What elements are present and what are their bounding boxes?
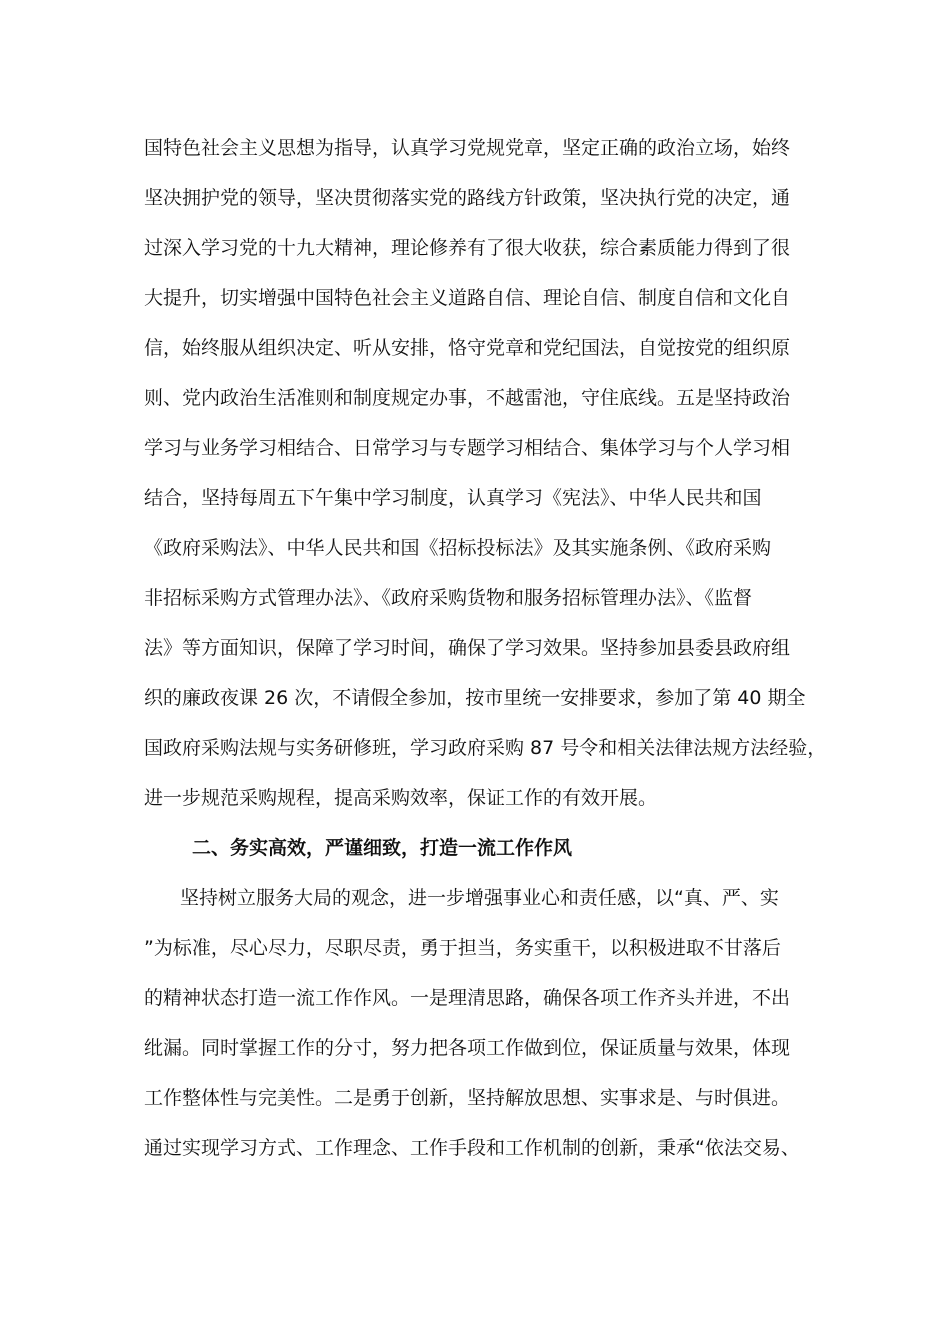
text-line: 国政府采购法规与实务研修班，学习政府采购 87 号令和相关法律法规方法经验， <box>144 737 827 759</box>
text-line: 工作整体性与完美性。二是勇于创新，坚持解放思想、实事求是、与时俱进。 <box>144 1087 791 1109</box>
text-line: 坚决拥护党的领导，坚决贯彻落实党的路线方针政策，坚决执行党的决定，通 <box>144 187 791 209</box>
text-line: 《政府采购法》、中华人民共和国《招标投标法》及其实施条例、《政府采购 <box>144 537 772 559</box>
document-body <box>144 128 827 1178</box>
section-heading: 二、务实高效，严谨细致，打造一流工作作风 <box>192 837 573 859</box>
text-line: ”为标准，尽心尽力，尽职尽责，勇于担当，务实重干，以积极进取不甘落后 <box>144 937 781 959</box>
text-line: 非招标采购方式管理办法》、《政府采购货物和服务招标管理办法》、《监督 <box>144 587 753 609</box>
text-line: 纰漏。同时掌握工作的分寸，努力把各项工作做到位，保证质量与效果，体现 <box>144 1037 791 1059</box>
text-line: 大提升，切实增强中国特色社会主义道路自信、理论自信、制度自信和文化自 <box>144 287 791 309</box>
text-line: 的精神状态打造一流工作作风。一是理清思路，确保各项工作齐头并进，不出 <box>144 987 791 1009</box>
text-line: 织的廉政夜课 26 次，不请假全参加，按市里统一安排要求，参加了第 40 期全 <box>144 687 806 709</box>
text-line-first: 坚持树立服务大局的观念，进一步增强事业心和责任感，以“真、严、实 <box>180 887 779 909</box>
text-line: 学习与业务学习相结合、日常学习与专题学习相结合、集体学习与个人学习相 <box>144 437 791 459</box>
text-line: 法》等方面知识，保障了学习时间，确保了学习效果。坚持参加县委县政府组 <box>144 637 791 659</box>
paragraph-work-style <box>144 878 804 1178</box>
text-line: 过深入学习党的十九大精神，理论修养有了很大收获，综合素质能力得到了很 <box>144 237 791 259</box>
text-line: 通过实现学习方式、工作理念、工作手段和工作机制的创新，秉承“依法交易、 <box>144 1137 800 1159</box>
text-line: 信，始终服从组织决定、听从安排，恪守党章和党纪国法，自觉按党的组织原 <box>144 337 791 359</box>
text-line: 结合，坚持每周五下午集中学习制度，认真学习《宪法》、中华人民共和国 <box>144 487 762 509</box>
text-line: 国特色社会主义思想为指导，认真学习党规党章，坚定正确的政治立场，始终 <box>144 137 791 159</box>
paragraph-study <box>144 128 827 828</box>
text-line: 则、党内政治生活准则和制度规定办事，不越雷池，守住底线。五是坚持政治 <box>144 387 791 409</box>
text-line: 进一步规范采购规程，提高采购效率，保证工作的有效开展。 <box>144 787 658 809</box>
